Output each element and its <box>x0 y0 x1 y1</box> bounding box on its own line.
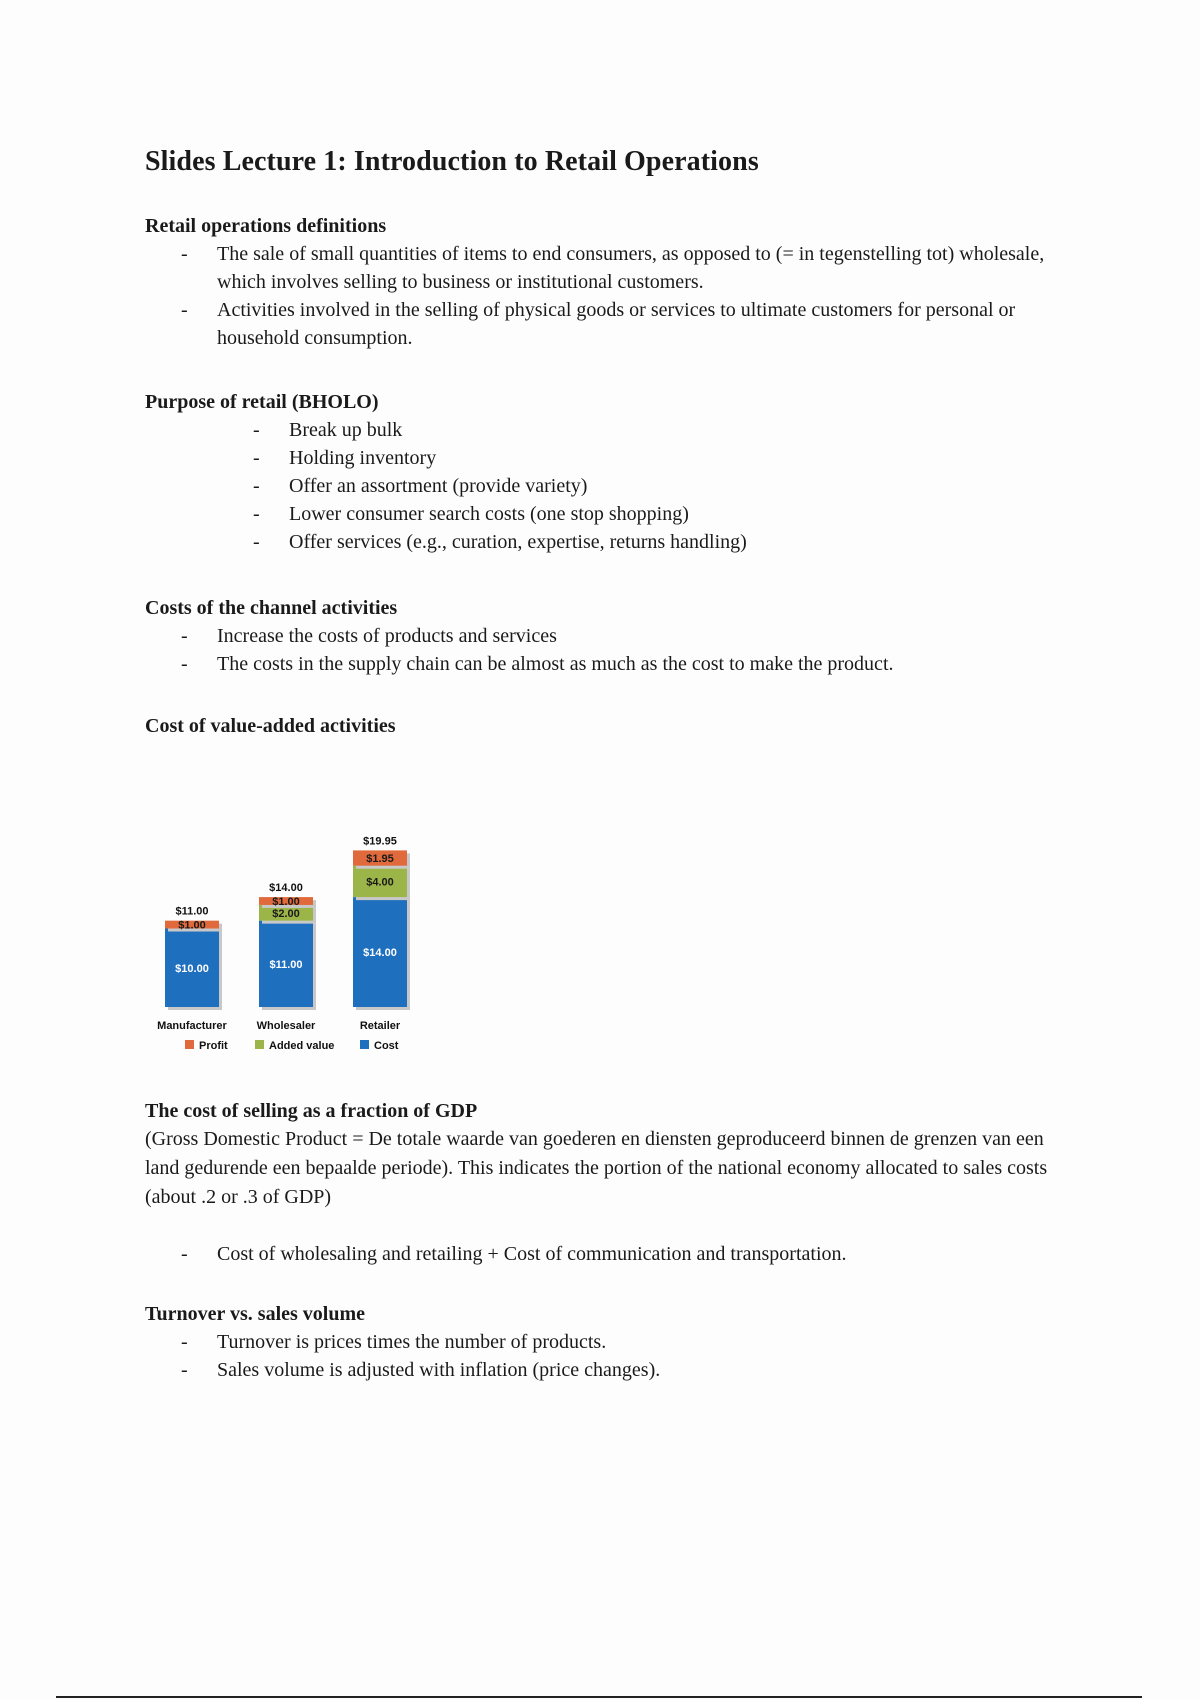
bar-total-label: $19.95 <box>363 835 397 848</box>
list-item: - Activities involved in the selling of physical goods or services to ultimate customers for personal or household consumption. <box>181 299 1016 349</box>
channel-costs-list <box>145 622 1065 678</box>
list-item: - Holding inventory <box>253 447 437 469</box>
definitions-list <box>145 240 1065 352</box>
list-item: - The costs in the supply chain can be almost as much as the cost to make the product. <box>181 653 894 675</box>
bar-value-label: $1.00 <box>178 919 206 932</box>
heading-gdp: The cost of selling as a fraction of GDP <box>145 1100 478 1122</box>
section-turnover <box>145 1300 1065 1384</box>
bar-value-label: $10.00 <box>175 962 209 975</box>
list-item: - Sales volume is adjusted with inflation (price changes). <box>181 1359 661 1381</box>
section-gdp <box>145 1097 1065 1268</box>
legend-swatch <box>185 1040 194 1049</box>
legend-label: Added value <box>269 1040 335 1052</box>
bar-total-label: $11.00 <box>175 905 209 918</box>
gdp-list <box>145 1240 1065 1268</box>
heading-value-added: Cost of value-added activities <box>145 715 396 737</box>
heading-definitions: Retail operations definitions <box>145 215 387 237</box>
heading-turnover: Turnover vs. sales volume <box>145 1303 366 1325</box>
bar-value-label: $1.00 <box>272 896 300 909</box>
stacked-bar-chart <box>145 752 415 1062</box>
purpose-list <box>145 416 1065 556</box>
legend-swatch <box>255 1040 264 1049</box>
category-label: Wholesaler <box>256 1020 316 1032</box>
gdp-paragraph: (Gross Domestic Product = De totale waarde van goederen en diensten geproduceerd binnen de grenzen van een land gedurende een bepaalde periode). This indicates the portion of the national economy allocated to sales costs (about .2 or .3 of GDP) <box>145 1128 1048 1208</box>
turnover-list <box>145 1328 1065 1384</box>
list-item: - Turnover is prices times the number of products. <box>181 1331 607 1353</box>
value-added-chart <box>145 752 415 1062</box>
category-label: Manufacturer <box>157 1020 227 1032</box>
section-channel-costs <box>145 594 1065 678</box>
legend-label: Profit <box>199 1040 228 1052</box>
heading-purpose: Purpose of retail (BHOLO) <box>145 391 379 413</box>
list-item: - Offer an assortment (provide variety) <box>253 475 588 497</box>
list-item: - Increase the costs of products and services <box>181 625 557 647</box>
legend-label: Cost <box>374 1040 399 1052</box>
bar-value-label: $2.00 <box>272 907 300 920</box>
list-item: - Offer services (e.g., curation, expertise, returns handling) <box>253 531 747 553</box>
section-purpose <box>145 388 1065 556</box>
list-item: - Cost of wholesaling and retailing + Cost of communication and transportation. <box>181 1243 847 1265</box>
section-definitions <box>145 212 1065 352</box>
footer-rule <box>56 1696 1142 1698</box>
list-item: - The sale of small quantities of items to end consumers, as opposed to (= in tegenstelling tot) wholesale, which involves selling to business or institutional customers. <box>181 243 1045 293</box>
list-item: - Lower consumer search costs (one stop shopping) <box>253 503 689 525</box>
category-label: Retailer <box>359 1020 401 1032</box>
bar-value-label: $1.95 <box>366 853 394 866</box>
bar-value-label: $11.00 <box>269 958 303 971</box>
page-title: Slides Lecture 1: Introduction to Retail Operations <box>145 146 759 177</box>
list-item: - Break up bulk <box>253 419 403 441</box>
bar-total-label: $14.00 <box>269 882 303 895</box>
bar-value-label: $14.00 <box>363 947 397 960</box>
legend-swatch <box>360 1040 369 1049</box>
heading-channel-costs: Costs of the channel activities <box>145 597 398 619</box>
section-value-added <box>145 712 1065 740</box>
bar-value-label: $4.00 <box>366 876 394 889</box>
